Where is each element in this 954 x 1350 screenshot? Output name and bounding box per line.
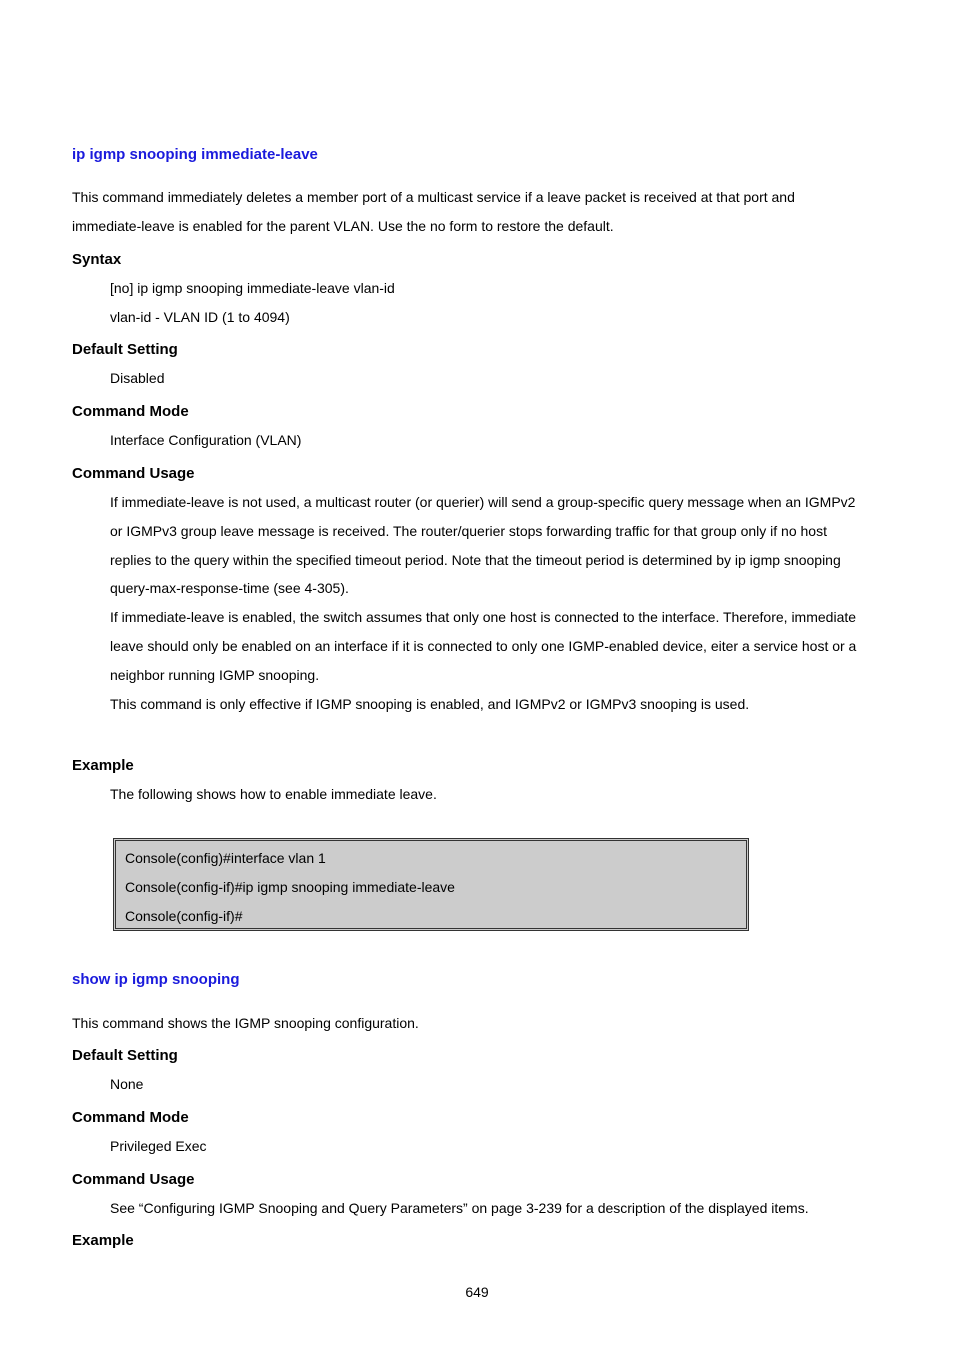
- console-example-box: [113, 838, 749, 931]
- default-setting-value: None: [110, 1076, 144, 1092]
- console-line: Console(config)#interface vlan 1: [125, 850, 326, 866]
- usage-line: See “Configuring IGMP Snooping and Query Parameters” on page 3-239 for a description of the displayed items.: [110, 1200, 809, 1216]
- description-line: This command immediately deletes a member port of a multicast service if a leave packet is received at that port and: [72, 189, 795, 205]
- command-mode-value: Privileged Exec: [110, 1138, 207, 1154]
- command-title-show-snooping: show ip igmp snooping: [72, 971, 240, 988]
- usage-line: query-max-response-time (see 4-305).: [110, 580, 349, 596]
- example-description: The following shows how to enable immediate leave.: [110, 786, 437, 802]
- usage-line: replies to the query within the specified timeout period. Note that the timeout period is determined by ip igmp snooping: [110, 552, 841, 568]
- page-number: 649: [465, 1284, 489, 1300]
- command-mode-heading: Command Mode: [72, 403, 189, 420]
- syntax-param: vlan-id - VLAN ID (1 to 4094): [110, 309, 290, 325]
- syntax-line: [no] ip igmp snooping immediate-leave vlan-id: [110, 280, 395, 296]
- command-mode-value: Interface Configuration (VLAN): [110, 432, 302, 448]
- default-setting-value: Disabled: [110, 370, 165, 386]
- example-heading: Example: [72, 757, 134, 774]
- usage-line: leave should only be enabled on an interface if it is connected to only one IGMP-enabled device, eiter a service host or a: [110, 638, 857, 654]
- usage-line: neighbor running IGMP snooping.: [110, 667, 320, 683]
- default-setting-heading: Default Setting: [72, 341, 178, 358]
- console-line: Console(config-if)#: [125, 908, 243, 924]
- syntax-heading: Syntax: [72, 251, 122, 268]
- example-heading: Example: [72, 1232, 134, 1249]
- description-line: This command shows the IGMP snooping configuration.: [72, 1015, 419, 1031]
- console-line: Console(config-if)#ip igmp snooping immediate-leave: [125, 879, 455, 895]
- command-usage-heading: Command Usage: [72, 1171, 195, 1188]
- usage-line: If immediate-leave is enabled, the switch assumes that only one host is connected to the interface. Therefore, immediate: [110, 609, 857, 625]
- description-line: immediate-leave is enabled for the parent VLAN. Use the no form to restore the default.: [72, 218, 614, 234]
- usage-line: This command is only effective if IGMP snooping is enabled, and IGMPv2 or IGMPv3 snooping is used.: [110, 696, 750, 712]
- usage-line: or IGMPv3 group leave message is received. The router/querier stops forwarding traffic for that group only if no host: [110, 523, 827, 539]
- usage-line: If immediate-leave is not used, a multicast router (or querier) will send a group-specific query message when an IGMPv2: [110, 494, 856, 510]
- default-setting-heading: Default Setting: [72, 1047, 178, 1064]
- command-title-immediate-leave: ip igmp snooping immediate-leave: [72, 146, 318, 163]
- command-mode-heading: Command Mode: [72, 1109, 189, 1126]
- command-usage-heading: Command Usage: [72, 465, 195, 482]
